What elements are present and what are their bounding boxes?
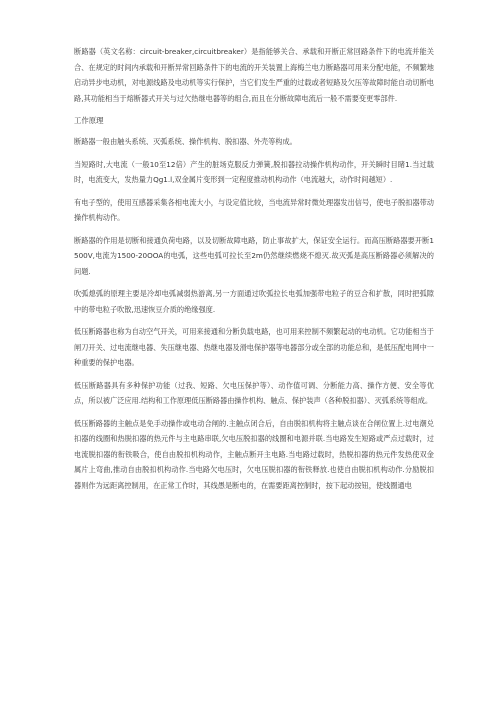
- intro-paragraph: 断路器（英文名称：circuit-breaker,circuitbreaker）是指能够关合、承载和开断正常回路条件下的电流并能关合、在规定的时间内承载和开断异常回路条件下的电流的开关装置上海梅兰电力断路器可用来分配电能，不频繁地启动异步电动机，对电源线路及电动机等实行保护，当它们发生严重的过载或者短路及欠压等故障时能自动切断电路,其功能相当于熔断器式开关与过欠热继电器等的组合,而且在分断故障电流后一般不需要变更零部件.: [74, 47, 434, 103]
- paragraph: 低压断路器的主触点是免手动操作或电动合闸的.主触点闭合后，自由脱扣机构将主触点谈在合闸位置上.过电潮兑扣器的线圈和热脱扣器的热元件与主电路串联,欠电压脱扣器的线圈和电源并联.当电路发生短路或严点过载时，过电流脱扣器的衔铁吸合，使自由脱扣机构动作，主触点断开主电路.当电路过载时，热脱扣器的热元件发热使双金属片上弯曲,推动自由脱扣机构动作.当电路欠电压时，欠电压脱扣器的衔铁释放.也使自由脱扣机构动作.分励脱扣器则作为远距离控制用，在正常工作时，其线愚是断电的，在需要距离控制时，按下起动按钮，使线圈通电: [74, 418, 434, 490]
- paragraph: 断路器一般由触头系统、灭弧系统、操作机构、脱扣器、外壳等构成。: [74, 137, 297, 146]
- paragraph: 低压断路器也称为自动空气开关，可用来接通和分断负载电路，也可用来控制不频繁起动的电动机。它功能相当于闸刀开关、过电流继电器、失压继电器、热继电器及滑电保护器等电器部分或全部的功能总和，是低压配电网中一种重要的保护电器。: [74, 327, 434, 367]
- document-body: [74, 44, 434, 500]
- paragraph: 有电子型的，使用互感器采集各相电流大小，与设定值比较，当电流异常时微处理器发出信号，使电子脱扣器带动操作机构动作。: [74, 197, 434, 222]
- paragraph: 当短路时,大电流（一般10至12倍）产生的脏场克服反力弹簧,脱扣器拉动操作机构动作，开关瞬时目睹1.当过载时，电流变大，发热量力Qg1.l,双金属片变形到一定程度推动机构动作（电流越大，动作时间越短）.: [74, 159, 434, 184]
- paragraph: 吹弧熄弧的原理主要是冷却电弧减弱热游离,另一方面通过吹弧拉长电弧加强带电粒子的豆合和扩散，同时把弧隙中的带电粒子吹散,迅速恢豆介质的绝缘强度.: [74, 289, 434, 314]
- paragraph: 低压断路器具有多种保护功能（过我、短路、欠电压保护等）、动作值可调、分断能力高、操作方便、安全等优点，所以被广泛应用.结构和工作原理低压断路器由操作机构、触点、保护装声（各种脱扣器）、灭弧系统等组成。: [74, 380, 434, 405]
- section-heading: 工作原理: [74, 116, 104, 125]
- paragraph: 断路器的作用是切断和接通负荷电路，以及切断故障电路，防止事故扩大，保证安全运行。而高压断路器要开断1500V,电流为1500-20OOA的电弧，这些电弧可拉长至2m仍然继续燃烧不熄灭.故灭弧是高压断路器必须解决的问题.: [74, 235, 434, 276]
